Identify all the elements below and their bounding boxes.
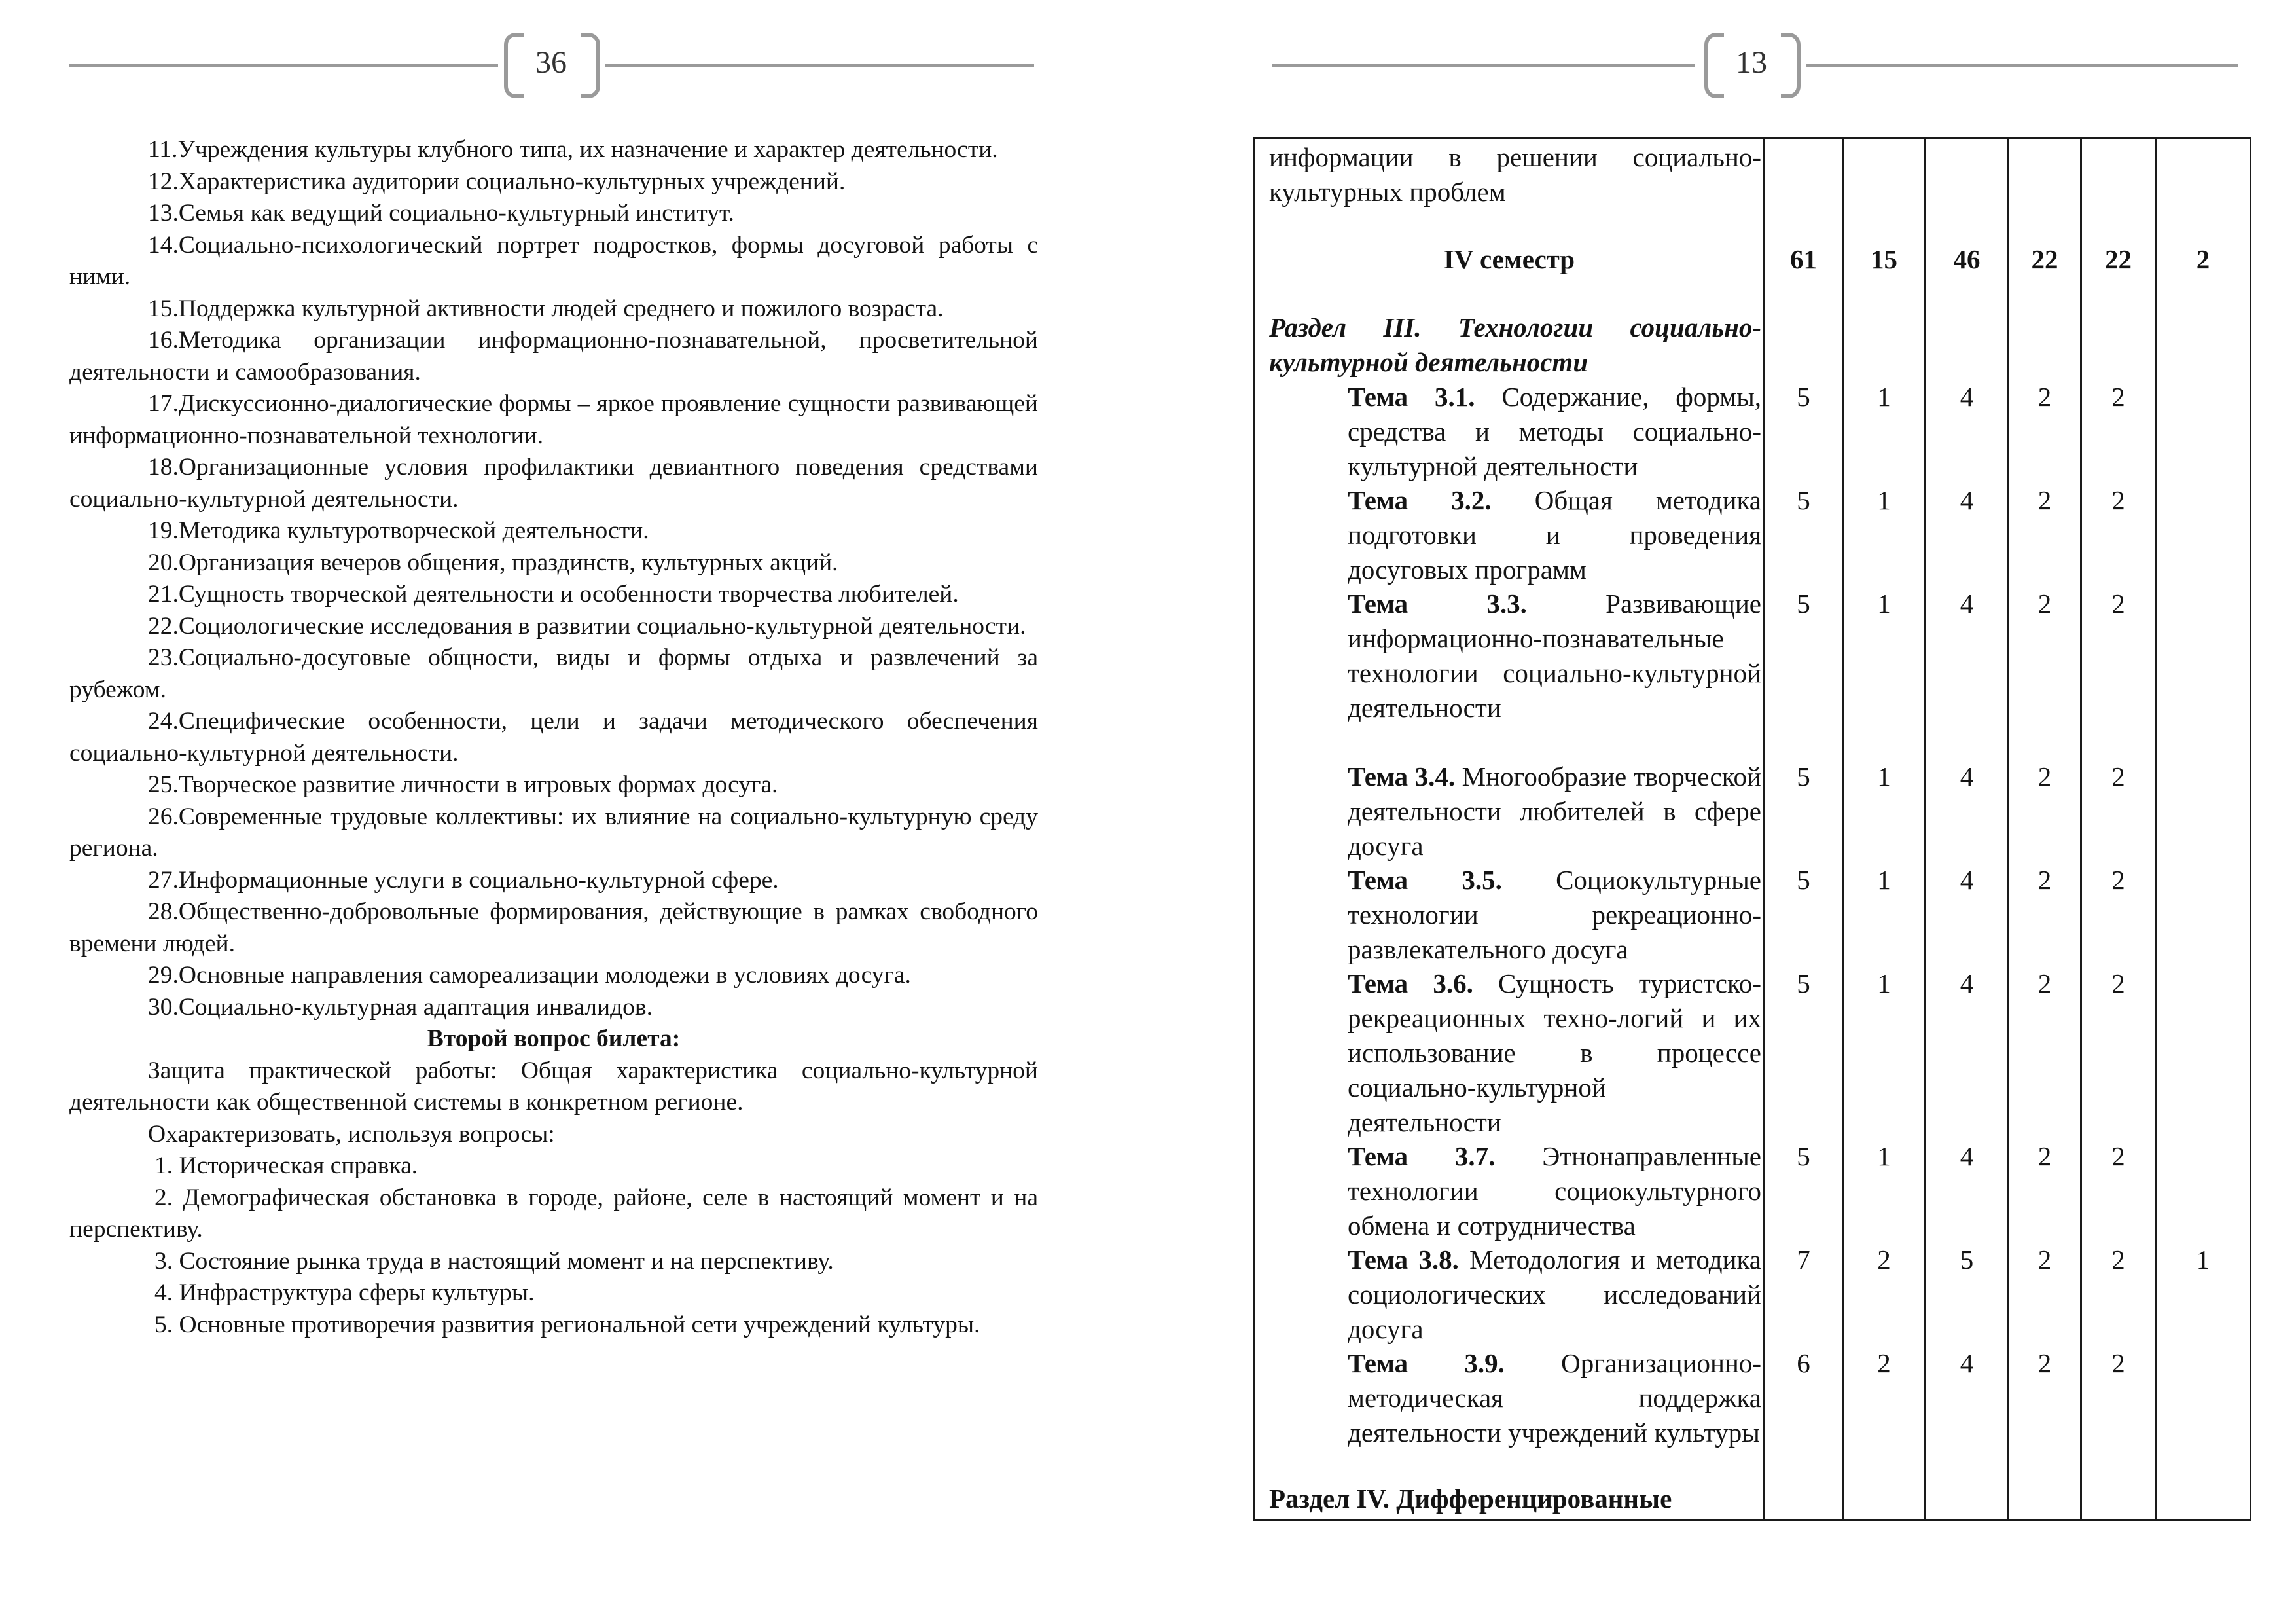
page-number-bracket-open bbox=[504, 33, 524, 98]
page-number-bracket-close bbox=[581, 33, 600, 98]
topic-title: Этнонаправленные технологии социокультурного обмена и сотрудничества bbox=[1348, 1141, 1761, 1241]
header-rule-left bbox=[69, 64, 498, 67]
topic-label: Тема 3.6. bbox=[1348, 968, 1473, 998]
sub-question: 4. Инфраструктура сферы культуры. bbox=[154, 1279, 535, 1306]
topic-hours-cell: 5 bbox=[1797, 1141, 1810, 1171]
topic-title: Развивающие информационно-познавательные технологии социально-культурной деятельности bbox=[1348, 589, 1761, 723]
header-rule-right bbox=[605, 64, 1034, 67]
column-divider bbox=[1924, 139, 1926, 1519]
topic-label: Тема 3.7. bbox=[1348, 1141, 1496, 1171]
question-item: 29.Основные направления самореализации молодежи в условиях досуга. bbox=[148, 962, 911, 989]
question-item: 11.Учреждения культуры клубного типа, их назначение и характер деятельности. bbox=[148, 136, 998, 163]
page-number: 13 bbox=[1736, 45, 1767, 80]
question-item: 12.Характеристика аудитории социально-культурных учреждений. bbox=[148, 168, 846, 195]
carryover-text: информации в решении социально-культурных проблем bbox=[1269, 142, 1761, 207]
question-item: 18.Организационные условия профилактики девиантного поведения средствами социально-культурной деятельности. bbox=[69, 454, 1038, 513]
topic-row-text bbox=[1269, 587, 1761, 725]
topic-hours-cell: 2 bbox=[2111, 968, 2125, 998]
header-rule-right bbox=[1806, 64, 2238, 67]
second-question-heading: Второй вопрос билета: bbox=[427, 1025, 681, 1052]
sub-question: 3. Состояние рынка труда в настоящий момент и на перспективу. bbox=[154, 1247, 834, 1275]
topic-hours-cell: 4 bbox=[1960, 485, 1974, 515]
topic-label: Тема 3.2. bbox=[1348, 485, 1492, 515]
section-4-title: Раздел IV. Дифференцированные bbox=[1269, 1484, 1672, 1514]
topic-hours-cell: 2 bbox=[2037, 1348, 2052, 1378]
topic-hours-cell: 4 bbox=[1960, 761, 1974, 792]
question-item: 17.Дискуссионно-диалогические формы – яркое проявление сущности развивающей информационно-познавательной технологии. bbox=[69, 390, 1038, 449]
topic-hours-cell: 2 bbox=[2111, 761, 2125, 792]
topic-title: Организационно-методическая поддержка деятельности учреждений культуры bbox=[1348, 1348, 1761, 1448]
semester-total: 61 bbox=[1790, 244, 1817, 274]
topic-row-text bbox=[1269, 759, 1761, 864]
topic-row-text bbox=[1269, 863, 1761, 967]
topic-row-text bbox=[1269, 966, 1761, 1140]
column-divider bbox=[1842, 139, 1844, 1519]
topic-hours-cell: 2 bbox=[2037, 485, 2052, 515]
topic-row-text bbox=[1269, 380, 1761, 484]
characterize-intro: Охарактеризовать, используя вопросы: bbox=[148, 1120, 555, 1148]
semester-value: 22 bbox=[2105, 244, 2132, 274]
question-item: 16.Методика организации информационно-познавательной, просветительной деятельности и самообразования. bbox=[69, 327, 1038, 386]
topic-hours-cell: 4 bbox=[1960, 1348, 1974, 1378]
question-item: 21.Сущность творческой деятельности и особенности творчества любителей. bbox=[148, 581, 959, 608]
topic-hours-cell: 5 bbox=[1797, 382, 1810, 412]
topic-hours-cell: 2 bbox=[2111, 1141, 2125, 1171]
topic-hours-cell: 1 bbox=[2196, 1245, 2210, 1275]
curriculum-table bbox=[1253, 137, 2251, 1521]
topic-row-text bbox=[1269, 1346, 1761, 1450]
topic-row-text bbox=[1269, 1243, 1761, 1347]
topic-hours-cell: 1 bbox=[1877, 382, 1891, 412]
topic-hours-cell: 2 bbox=[2111, 382, 2125, 412]
topic-hours-cell: 7 bbox=[1797, 1245, 1810, 1275]
column-divider bbox=[2080, 139, 2082, 1519]
topic-label: Тема 3.4. bbox=[1348, 761, 1456, 792]
semester-value: 46 bbox=[1953, 244, 1981, 274]
topic-title: Содержание, формы, средства и методы социально-культурной деятельности bbox=[1348, 382, 1761, 481]
page-number: 36 bbox=[535, 45, 567, 80]
topic-label: Тема 3.1. bbox=[1348, 382, 1475, 412]
question-item: 20.Организация вечеров общения, праздинств, культурных акций. bbox=[148, 549, 838, 576]
semester-value: 15 bbox=[1871, 244, 1897, 274]
topic-paragraph bbox=[1269, 587, 1761, 725]
page-number-bracket-close bbox=[1781, 33, 1801, 98]
topic-paragraph bbox=[1269, 1346, 1761, 1450]
topic-hours-cell: 2 bbox=[2111, 1348, 2125, 1378]
column-divider bbox=[2007, 139, 2009, 1519]
topic-paragraph bbox=[1269, 863, 1761, 967]
topic-hours-cell: 2 bbox=[1877, 1245, 1891, 1275]
topic-hours-cell: 5 bbox=[1797, 968, 1810, 998]
topic-label: Тема 3.8. bbox=[1348, 1245, 1459, 1275]
sub-question: 2. Демографическая обстановка в городе, районе, селе в настоящий момент и на перспективу. bbox=[69, 1184, 1038, 1243]
topic-hours-cell: 4 bbox=[1960, 1141, 1974, 1171]
topic-hours-cell: 4 bbox=[1960, 382, 1974, 412]
topic-label: Тема 3.3. bbox=[1348, 589, 1527, 619]
sub-question: 5. Основные противоречия развития региональной сети учреждений культуры. bbox=[154, 1311, 980, 1338]
topic-title: Методология и методика социологических исследований досуга bbox=[1348, 1245, 1761, 1344]
topic-title: Социокультурные технологии рекреационно-развлекательного досуга bbox=[1348, 865, 1761, 964]
topic-hours-cell: 2 bbox=[2037, 865, 2052, 895]
topic-hours-cell: 2 bbox=[2037, 1141, 2052, 1171]
semester-value: 2 bbox=[2196, 244, 2210, 274]
question-item: 30.Социально-культурная адаптация инвалидов. bbox=[148, 993, 653, 1021]
topic-paragraph bbox=[1269, 1243, 1761, 1347]
topic-label: Тема 3.9. bbox=[1348, 1348, 1505, 1378]
topic-hours-cell: 1 bbox=[1877, 968, 1891, 998]
topic-hours-cell: 1 bbox=[1877, 589, 1891, 619]
question-item: 13.Семья как ведущий социально-культурный институт. bbox=[148, 200, 734, 227]
topic-hours-cell: 2 bbox=[2037, 382, 2052, 412]
topic-hours-cell: 5 bbox=[1797, 589, 1810, 619]
topic-hours-cell: 4 bbox=[1960, 865, 1974, 895]
topic-paragraph bbox=[1269, 966, 1761, 1140]
practical-work-text: Защита практической работы: Общая характеристика социально-культурной деятельности как общественной системы в конкретном регионе. bbox=[69, 1057, 1038, 1116]
semester-value: 22 bbox=[2031, 244, 2058, 274]
topic-hours-cell: 2 bbox=[2037, 968, 2052, 998]
topic-row-text bbox=[1269, 1139, 1761, 1243]
column-divider bbox=[1763, 139, 1765, 1519]
topic-label: Тема 3.5. bbox=[1348, 865, 1502, 895]
question-item: 28.Общественно-добровольные формирования, действующие в рамках свободного времени людей. bbox=[69, 898, 1038, 957]
topic-hours-cell: 2 bbox=[2111, 589, 2125, 619]
topic-hours-cell: 2 bbox=[2111, 865, 2125, 895]
question-item: 19.Методика культуротворческой деятельности. bbox=[148, 517, 649, 544]
topic-title: Сущность туристско-рекреационных техно-логий и их использование в процессе социально-культурной деятельности bbox=[1348, 968, 1761, 1137]
topic-hours-cell: 4 bbox=[1960, 589, 1974, 619]
question-item: 24.Специфические особенности, цели и задачи методического обеспечения социально-культурной деятельности. bbox=[69, 708, 1038, 767]
question-item: 15.Поддержка культурной активности людей среднего и пожилого возраста. bbox=[148, 295, 944, 322]
topic-hours-cell: 4 bbox=[1960, 968, 1974, 998]
topic-hours-cell: 1 bbox=[1877, 761, 1891, 792]
column-divider bbox=[2155, 139, 2157, 1519]
header-rule-left bbox=[1272, 64, 1695, 67]
topic-row-text bbox=[1269, 483, 1761, 587]
page-number-bracket-open bbox=[1704, 33, 1724, 98]
question-item: 27.Информационные услуги в социально-культурной сфере. bbox=[148, 866, 779, 894]
topic-title: Многообразие творческой деятельности любителей в сфере досуга bbox=[1348, 761, 1761, 861]
topic-hours-cell: 2 bbox=[1877, 1348, 1891, 1378]
topic-hours-cell: 2 bbox=[2037, 1245, 2052, 1275]
topic-hours-cell: 2 bbox=[2111, 1245, 2125, 1275]
topic-hours-cell: 2 bbox=[2037, 761, 2052, 792]
topic-paragraph bbox=[1269, 1139, 1761, 1243]
question-item: 25.Творческое развитие личности в игровых формах досуга. bbox=[148, 771, 778, 798]
exam-questions-text bbox=[69, 134, 1038, 1341]
sub-question: 1. Историческая справка. bbox=[154, 1152, 418, 1179]
topic-hours-cell: 5 bbox=[1797, 761, 1810, 792]
topic-hours-cell: 2 bbox=[2111, 485, 2125, 515]
topic-paragraph bbox=[1269, 483, 1761, 587]
topic-hours-cell: 5 bbox=[1797, 485, 1810, 515]
section-3-title: Раздел III. Технологии социально-культурной деятельности bbox=[1269, 312, 1761, 377]
question-item: 23.Социально-досуговые общности, виды и формы отдыха и развлечений за рубежом. bbox=[69, 644, 1038, 703]
question-item: 26.Современные трудовые коллективы: их влияние на социально-культурную среду региона. bbox=[69, 803, 1038, 862]
topic-hours-cell: 1 bbox=[1877, 1141, 1891, 1171]
topic-paragraph bbox=[1269, 759, 1761, 864]
question-item: 14.Социально-психологический портрет подростков, формы досуговой работы с ними. bbox=[69, 231, 1038, 290]
topic-hours-cell: 1 bbox=[1877, 865, 1891, 895]
question-item: 22.Социологические исследования в развитии социально-культурной деятельности. bbox=[148, 612, 1026, 640]
topic-hours-cell: 1 bbox=[1877, 485, 1891, 515]
topic-hours-cell: 5 bbox=[1797, 865, 1810, 895]
topic-hours-cell: 6 bbox=[1797, 1348, 1810, 1378]
topic-hours-cell: 2 bbox=[2037, 589, 2052, 619]
topic-paragraph bbox=[1269, 380, 1761, 484]
topic-title: Общая методика подготовки и проведения досуговых программ bbox=[1348, 485, 1761, 585]
topic-hours-cell: 5 bbox=[1960, 1245, 1974, 1275]
semester-label: IV семестр bbox=[1443, 244, 1575, 274]
